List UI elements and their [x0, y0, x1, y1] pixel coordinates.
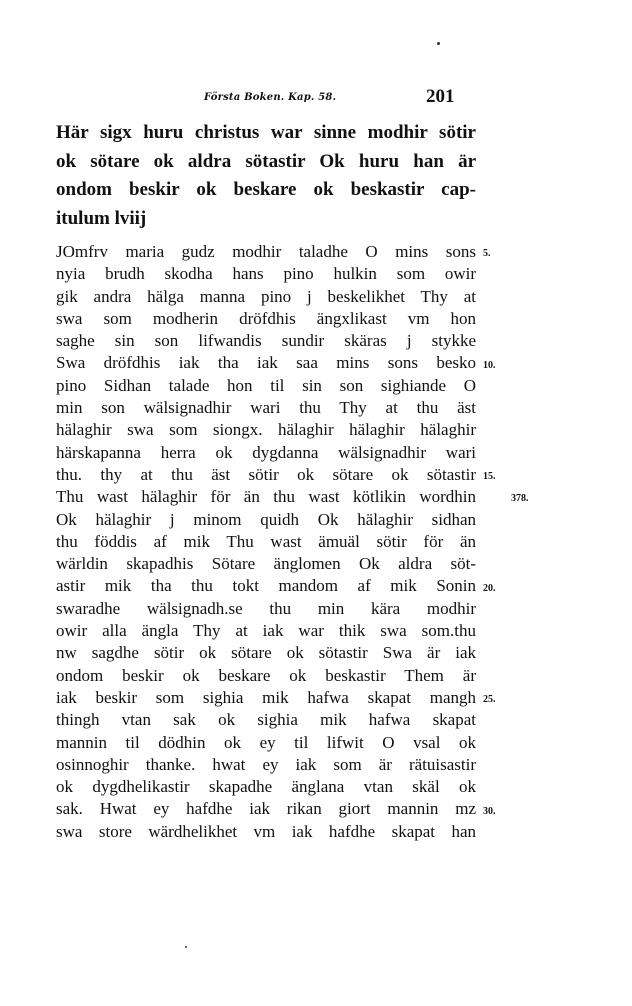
body-line: mannin til dödhin ok ey til lifwit O vsal ok	[56, 732, 476, 752]
heading-line: ondom beskir ok beskare ok beskastir cap-	[56, 179, 476, 200]
body-line: JOmfrv maria gudz modhir taladhe O mins sons	[56, 242, 476, 261]
heading-line: itulum lviij	[56, 207, 147, 229]
ink-speck	[437, 42, 440, 45]
heading-line: Här sigx huru christus war sinne modhir sötir	[56, 122, 476, 143]
body-line: iak beskir som sighia mik hafwa skapat mangh	[56, 687, 476, 707]
body-line: nw sagdhe sötir ok sötare ok sötastir Swa är iak	[56, 643, 476, 663]
line-number: 25.	[483, 694, 496, 705]
chapter-heading	[56, 119, 476, 233]
ink-speck	[185, 946, 187, 948]
body-line: swa som modherin dröfdhis ängxlikast vm hon	[56, 308, 476, 328]
body-line: min son wälsignadhir wari thu Thy at thu äst	[56, 398, 476, 418]
page-number: 201	[426, 86, 455, 107]
line-number: 30.	[483, 805, 496, 817]
line-number: 15.	[483, 471, 496, 482]
line-number: 10.	[483, 359, 496, 371]
line-number: 20.	[483, 582, 496, 594]
body-line: hälaghir swa som siongx. hälaghir hälaghir hälaghir	[56, 420, 476, 440]
side-reference: 378.	[511, 493, 529, 505]
body-line: osinnoghir thanke. hwat ey iak som är rätuisastir	[56, 754, 476, 774]
body-line: ondom beskir ok beskare ok beskastir Them är	[56, 665, 476, 685]
body-line: härskapanna herra ok dygdanna wälsignadhir wari	[56, 442, 476, 462]
body-line: pino Sidhan talade hon til sin son sighiande O	[56, 375, 476, 395]
body-line: Ok hälaghir j minom quidh Ok hälaghir sidhan	[56, 509, 476, 529]
body-line: astir mik tha thu tokt mandom af mik Sonin	[56, 576, 476, 596]
running-head: Första Boken. Kap. 58.	[204, 92, 337, 103]
body-line: sak. Hwat ey hafdhe iak rikan giort mannin mz	[56, 799, 476, 819]
body-line: thu. thy at thu äst sötir ok sötare ok sötastir	[56, 464, 476, 484]
body-line: saghe sin son lifwandis sundir skäras j stykke	[56, 331, 476, 351]
line-number: 5.	[483, 248, 491, 259]
body-line: thu föddis af mik Thu wast ämuäl sötir för än	[56, 531, 476, 551]
heading-line: ok sötare ok aldra sötastir Ok huru han är	[56, 150, 476, 172]
body-line: nyia brudh skodha hans pino hulkin som owir	[56, 264, 476, 284]
body-line: swaradhe wälsignadh.se thu min kära modhir	[56, 598, 476, 618]
body-line: thingh vtan sak ok sighia mik hafwa skapat	[56, 710, 476, 730]
body-text	[56, 241, 476, 843]
body-line: Swa dröfdhis iak tha iak saa mins sons besko	[56, 353, 476, 373]
body-line: Thu wast hälaghir för än thu wast kötlikin wordhin	[56, 487, 476, 507]
body-line: swa store wärdhelikhet vm iak hafdhe skapat han	[56, 821, 476, 841]
body-line: ok dygdhelikastir skapadhe änglana vtan skäl ok	[56, 777, 476, 797]
body-line: gik andra hälga manna pino j beskelikhet Thy at	[56, 286, 476, 306]
body-line: wärldin skapadhis Sötare änglomen Ok aldra söt-	[56, 554, 476, 574]
body-line: owir alla ängla Thy at iak war thik swa som.thu	[56, 621, 476, 641]
